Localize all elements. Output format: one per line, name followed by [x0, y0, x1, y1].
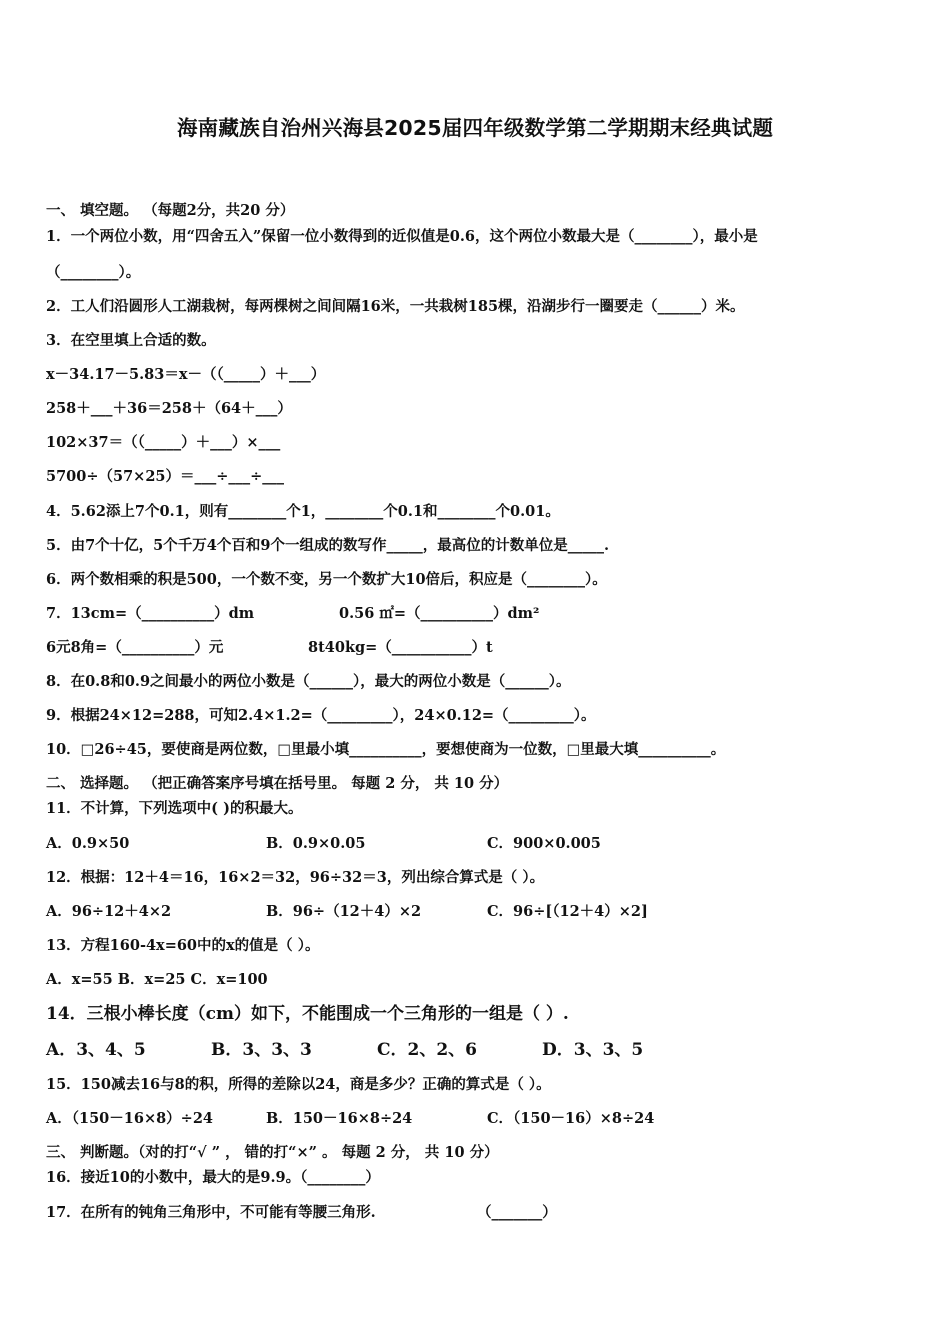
- question-15-option-c: C．（150－16）×8÷24: [487, 1110, 655, 1127]
- question-15-option-a: A．（150－16×8）÷24: [46, 1110, 214, 1127]
- question-12-option-a: A．96÷12＋4×2: [46, 903, 172, 920]
- question-1-line-2: （________）。: [46, 264, 141, 281]
- question-11: 11．不计算，下列选项中( )的积最大。: [46, 800, 303, 817]
- question-3-item-c: 102×37＝（（_____）＋___）×___: [46, 434, 281, 451]
- question-14: 14．三根小棒长度（cm）如下，不能围成一个三角形的一组是（ ）.: [46, 1004, 569, 1024]
- question-12-option-c: C．96÷[（12＋4）×2]: [487, 903, 648, 920]
- question-17-answer-blank: （_______）: [477, 1204, 557, 1221]
- question-11-option-a: A．0.9×50: [46, 835, 130, 852]
- question-13: 13．方程160-4x=60中的x的值是（ ）。: [46, 937, 320, 954]
- question-11-option-c: C．900×0.005: [487, 835, 601, 852]
- question-17: 17．在所有的钝角三角形中，不可能有等腰三角形.: [46, 1204, 376, 1221]
- question-14-option-a: A．3、4、5: [46, 1040, 146, 1060]
- question-10: 10．□26÷45，要使商是两位数，□里最小填__________，要想使商为一位数，□里最大填__________。: [46, 741, 726, 758]
- question-7-item-3: 6元8角=（__________）元: [46, 639, 224, 656]
- question-14-option-c: C．2、2、6: [377, 1040, 478, 1060]
- question-4: 4．5.62添上7个0.1，则有________个1，________个0.1和________个0.01。: [46, 503, 560, 520]
- page-title: 海南藏族自治州兴海县2025届四年级数学第二学期期末经典试题: [176, 116, 774, 140]
- question-12-option-b: B．96÷（12＋4）×2: [266, 903, 422, 920]
- question-8: 8．在0.8和0.9之间最小的两位小数是（______），最大的两位小数是（______）。: [46, 673, 571, 690]
- question-9: 9．根据24×12=288，可知2.4×1.2=（_________），24×0.12=（_________）。: [46, 707, 596, 724]
- question-3-item-a: x－34.17－5.83＝x－（（_____）＋___）: [46, 366, 326, 383]
- question-15: 15．150减去16与8的积，所得的差除以24，商是多少？正确的算式是（ ）。: [46, 1076, 551, 1093]
- question-7-item-1: 7．13cm=（__________）dm: [46, 605, 255, 622]
- question-5: 5．由7个十亿，5个千万4个百和9个一组成的数写作_____，最高位的计数单位是_____.: [46, 537, 609, 554]
- question-7-item-4: 8t40kg=（___________）t: [308, 639, 493, 656]
- question-13-options: A．x=55 B．x=25 C．x=100: [46, 971, 268, 988]
- question-12: 12．根据：12＋4＝16，16×2＝32，96÷32＝3，列出综合算式是（ ）。: [46, 869, 545, 886]
- section-heading-judge: 三、 判断题。（对的打“√ ” ， 错的打“×” 。 每题 2 分， 共 10 分）: [46, 1144, 499, 1161]
- question-14-option-d: D．3、3、5: [542, 1040, 644, 1060]
- question-6: 6．两个数相乘的积是500，一个数不变，另一个数扩大10倍后，积应是（________）。: [46, 571, 607, 588]
- question-3-item-b: 258＋___＋36＝258＋（64＋___）: [46, 400, 292, 417]
- question-11-option-b: B．0.9×0.05: [266, 835, 366, 852]
- question-1-line-1: 1．一个两位小数，用“四舍五入”保留一位小数得到的近似值是0.6，这个两位小数最大是（________），最小是: [46, 228, 758, 245]
- section-heading-choice: 二、 选择题。 （把正确答案序号填在括号里。 每题 2 分， 共 10 分）: [46, 775, 509, 792]
- question-3-item-d: 5700÷（57×25）＝___÷___÷___: [46, 468, 285, 485]
- question-3: 3．在空里填上合适的数。: [46, 332, 216, 349]
- question-7-item-2: 0.56 ㎡=（__________）dm²: [339, 605, 540, 622]
- question-16: 16．接近10的小数中，最大的是9.9。（________）: [46, 1169, 380, 1186]
- question-2: 2．工人们沿圆形人工湖栽树，每两棵树之间间隔16米，一共栽树185棵，沿湖步行一圈要走（______）米。: [46, 298, 745, 315]
- question-15-option-b: B．150－16×8÷24: [266, 1110, 413, 1127]
- section-heading-fill-blank: 一、 填空题。 （每题2分，共20 分）: [46, 202, 295, 219]
- question-14-option-b: B．3、3、3: [211, 1040, 312, 1060]
